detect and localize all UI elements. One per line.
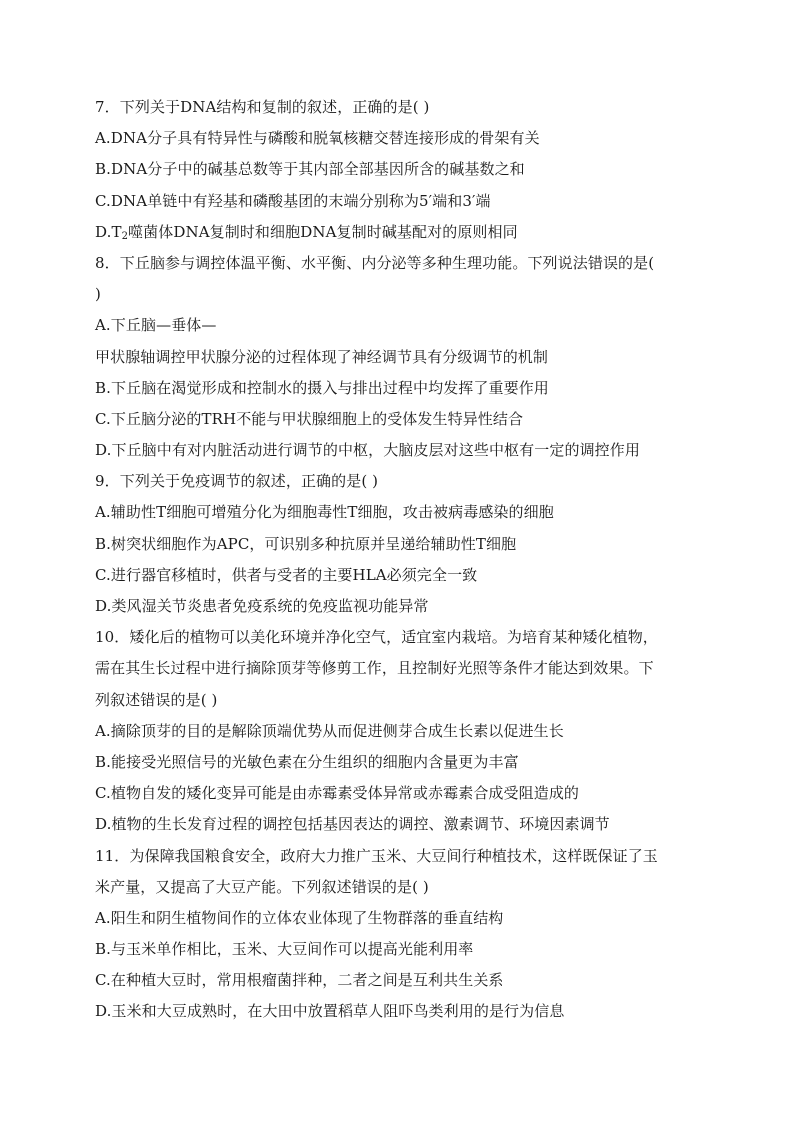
question-list bbox=[95, 92, 705, 1028]
question-11 bbox=[95, 841, 705, 1028]
option-c: C.下丘脑分泌的TRH不能与甲状腺细胞上的受体发生特异性结合 bbox=[95, 409, 524, 428]
option-d: D.下丘脑中有对内脏活动进行调节的中枢，大脑皮层对这些中枢有一定的调控作用 bbox=[95, 441, 640, 460]
question-stem-line: 列叙述错误的是( ) bbox=[95, 690, 218, 709]
option-b: B.下丘脑在渴觉形成和控制水的摄入与排出过程中均发挥了重要作用 bbox=[95, 378, 549, 397]
option-c: C.DNA单链中有羟基和磷酸基团的末端分别称为5′端和3′端 bbox=[95, 191, 491, 210]
question-stem-line: 8．下丘脑参与调控体温平衡、水平衡、内分泌等多种生理功能。下列说法错误的是( bbox=[95, 253, 655, 272]
question-stem-line: 11．为保障我国粮食安全，政府大力推广玉米、大豆间行种植技术，这样既保证了玉 bbox=[95, 846, 658, 865]
question-stem-line: ) bbox=[95, 285, 101, 304]
option-a: A.辅助性T细胞可增殖分化为细胞毒性T细胞，攻击被病毒感染的细胞 bbox=[95, 503, 554, 522]
option-c: C.植物自发的矮化变异可能是由赤霉素受体异常或赤霉素合成受阻造成的 bbox=[95, 784, 580, 803]
question-stem-line: 7．下列关于DNA结构和复制的叙述，正确的是( ) bbox=[95, 98, 430, 116]
option-b: B.能接受光照信号的光敏色素在分生组织的细胞内含量更为丰富 bbox=[95, 752, 519, 771]
question-stem-line: 米产量，又提高了大豆产能。下列叙述错误的是( ) bbox=[95, 877, 429, 896]
option-d bbox=[95, 217, 705, 248]
question-stem-line: 需在其生长过程中进行摘除顶芽等修剪工作，且控制好光照等条件才能达到效果。下 bbox=[95, 659, 654, 678]
option-b: B.与玉米单作相比，玉米、大豆间作可以提高光能利用率 bbox=[95, 940, 474, 959]
option-d-text: 噬菌体DNA复制时和细胞DNA复制时碱基配对的原则相同 bbox=[128, 222, 518, 241]
option-d-prefix: D.T bbox=[95, 222, 122, 241]
option-c: C.在种植大豆时，常用根瘤菌拌种，二者之间是互利共生关系 bbox=[95, 971, 504, 990]
option-d-subscript: 2 bbox=[121, 230, 129, 242]
question-8 bbox=[95, 248, 705, 466]
option-b: B.DNA分子中的碱基总数等于其内部全部基因所含的碱基数之和 bbox=[95, 160, 525, 179]
option-a: A.摘除顶芽的目的是解除顶端优势从而促进侧芽合成生长素以促进生长 bbox=[95, 721, 564, 740]
question-10 bbox=[95, 622, 705, 840]
question-stem-line: 9．下列关于免疫调节的叙述，正确的是( ) bbox=[95, 472, 379, 491]
option-a-continued: 甲状腺轴调控甲状腺分泌的过程体现了神经调节具有分级调节的机制 bbox=[95, 347, 549, 366]
option-d: D.玉米和大豆成熟时，在大田中放置稻草人阻吓鸟类利用的是行为信息 bbox=[95, 1002, 565, 1021]
question-9 bbox=[95, 466, 705, 622]
question-stem-line: 10．矮化后的植物可以美化环境并净化空气，适宜室内栽培。为培育某种矮化植物， bbox=[95, 628, 658, 647]
option-a: A.DNA分子具有特异性与磷酸和脱氧核糖交替连接形成的骨架有关 bbox=[95, 129, 540, 148]
option-c: C.进行器官移植时，供者与受者的主要HLA必须完全一致 bbox=[95, 565, 478, 584]
option-a: A.阳生和阴生植物间作的立体农业体现了生物群落的垂直结构 bbox=[95, 908, 504, 927]
option-d: D.类风湿关节炎患者免疫系统的免疫监视功能异常 bbox=[95, 597, 429, 615]
option-d: D.植物的生长发育过程的调控包括基因表达的调控、激素调节、环境因素调节 bbox=[95, 815, 610, 834]
option-b: B.树突状细胞作为APC，可识别多种抗原并呈递给辅助性T细胞 bbox=[95, 534, 517, 553]
option-a: A.下丘脑—垂体— bbox=[95, 316, 217, 335]
question-7 bbox=[95, 92, 705, 248]
